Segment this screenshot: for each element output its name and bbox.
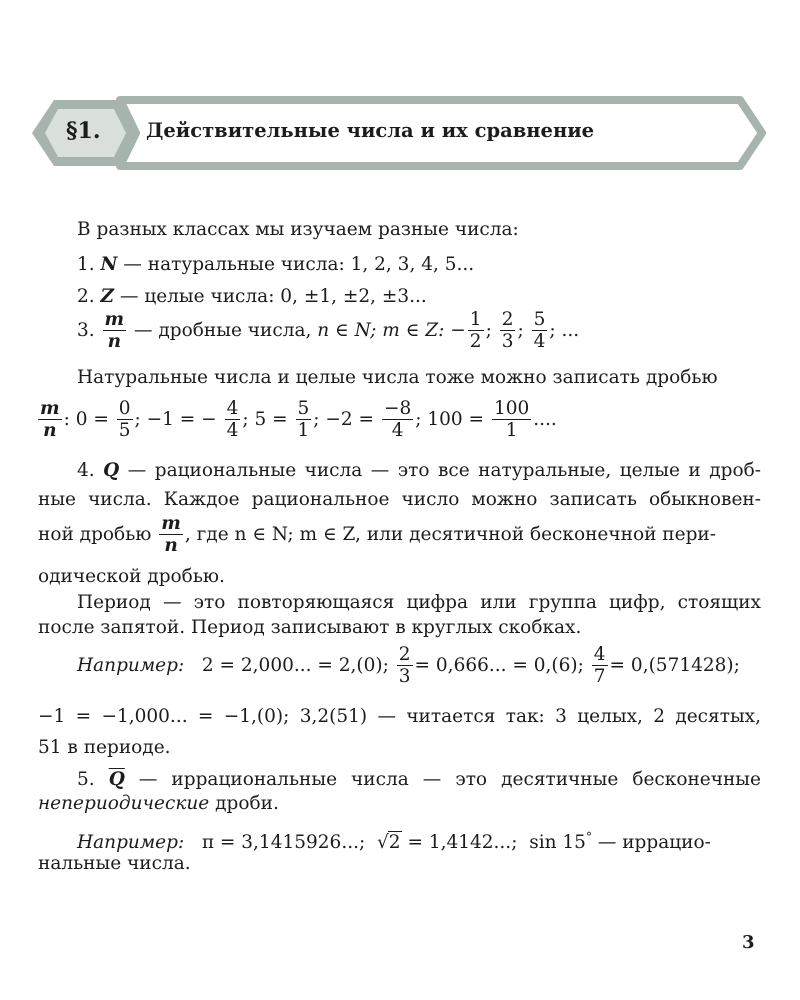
item-natural: 1. N — натуральные числа: 1, 2, 3, 4, 5... — [77, 254, 475, 275]
example2-line2: нальные числа. — [38, 853, 191, 874]
fraction-paragraph-line1: Натуральные числа и целые числа тоже можно записать дробью — [77, 367, 718, 388]
example1-line2: −1 = −1,000... = −1,(0); 3,2(51) — читается так: 3 целых, 2 десятых, — [38, 706, 761, 727]
section-header — [28, 95, 768, 171]
rational-line4: одической дробью. — [38, 566, 225, 587]
rational-line2: ные числа. Каждое рациональное число можно записать обыкновен- — [38, 489, 761, 510]
period-line2: после запятой. Период записывают в круглых скобках. — [38, 617, 582, 638]
rational-line1: 4. Q — рациональные числа — это все натуральные, целые и дроб- — [77, 460, 761, 481]
section-number: §1. — [66, 118, 101, 144]
period-line1: Период — это повторяющаяся цифра или группа цифр, стоящих — [77, 592, 761, 613]
example1-line3: 51 в периоде. — [38, 737, 171, 758]
example1-line1: Например: 2 = 2,000... = 2,(0); $\frac{2}{3}$ = 0,666... = 0,(6); $\frac{4}{7}$ = 0,(571428); — [77, 644, 740, 688]
page-number: 3 — [742, 932, 755, 953]
intro-text: В разных классах мы изучаем разные числа: — [77, 219, 519, 240]
irrational-line1: 5. $\overline{Q}$ — иррациональные числа — это десятичные бесконечные — [77, 769, 761, 790]
item-integer: 2. Z — целые числа: 0, ±1, ±2, ±3... — [77, 286, 427, 307]
fraction-examples: $\frac{m}{n}$ : 0 = $\frac{0}{5}$ ; −1 = − $\frac{4}{4}$ ; 5 = $\frac{5}{1}$ ; −2 = $\frac{-8}{4}$ ; 100 = $\frac{100}{1}$ .... — [40, 398, 557, 442]
item-fractional: 3. $\frac{m}{n}$ — дробные числа, n ∈ N; m ∈ Z: − $\frac{1}{2}$ ; $\frac{2}{3}$ ; $\frac{5}{4}$ ; ... — [77, 309, 580, 353]
section-title: Действительные числа и их сравнение — [146, 119, 595, 142]
irrational-line2: непериодические дроби. — [38, 793, 279, 814]
rational-line3: ной дробью $\frac{m}{n}$ , где n ∈ N; m ∈ Z, или десятичной бесконечной пери- — [38, 513, 716, 557]
example2-line1: Например: π = 3,1415926...; √2 = 1,4142...; sin 15° — иррацио- — [77, 830, 711, 854]
